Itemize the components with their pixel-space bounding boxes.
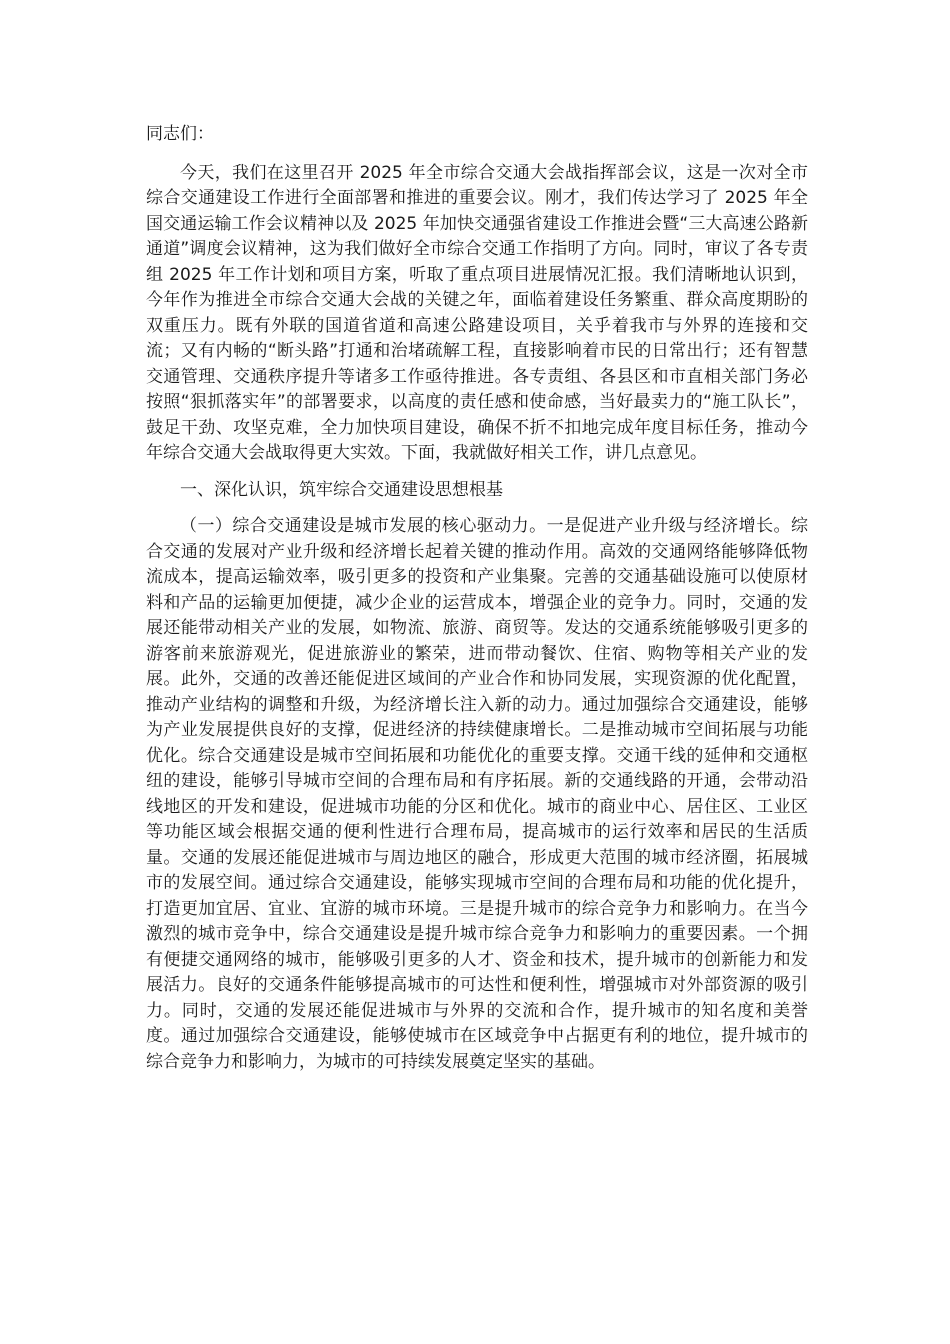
intro-paragraph: 今天，我们在这里召开 2025 年全市综合交通大会战指挥部会议，这是一次对全市综合交通建设工作进行全面部署和推进的重要会议。刚才，我们传达学习了 2025 年全国交通运输工作会议精神以及 2025 年加快交通强省建设工作推进会暨“三大高速公路新通道”调度会议精神，这为我们做好全市综合交通工作指明了方向。同时，审议了各专责组 2025 年工作计划和项目方案，听取了重点项目进展情况汇报。我们清晰地认识到，今年作为推进全市综合交通大会战的关键之年，面临着建设任务繁重、群众高度期盼的双重压力。既有外联的国道省道和高速公路建设项目，关乎着我市与外界的连接和交流；又有内畅的“断头路”打通和治堵疏解工程，直接影响着市民的日常出行；还有智慧交通管理、交通秩序提升等诸多工作亟待推进。各专责组、各县区和市直相关部门务必按照“狠抓落实年”的部署要求，以高度的责任感和使命感，当好最卖力的“施工队长”，鼓足干劲、攻坚克难，全力加快项目建设，确保不折不扣地完成年度目标任务，推动今年综合交通大会战取得更大实效。下面，我就做好相关工作，讲几点意见。 xyxy=(146,162,808,463)
section-1-paragraph: （一）综合交通建设是城市发展的核心驱动力。一是促进产业升级与经济增长。综合交通的发展对产业升级和经济增长起着关键的推动作用。高效的交通网络能够降低物流成本，提高运输效率，吸引更多的投资和产业集聚。完善的交通基础设施可以使原材料和产品的运输更加便捷，减少企业的运营成本，增强企业的竞争力。同时，交通的发展还能带动相关产业的发展，如物流、旅游、商贸等。发达的交通系统能够吸引更多的游客前来旅游观光，促进旅游业的繁荣，进而带动餐饮、住宿、购物等相关产业的发展。此外，交通的改善还能促进区域间的产业合作和协同发展，实现资源的优化配置，推动产业结构的调整和升级，为经济增长注入新的动力。通过加强综合交通建设，能够为产业发展提供良好的支撑，促进经济的持续健康增长。二是推动城市空间拓展与功能优化。综合交通建设是城市空间拓展和功能优化的重要支撑。交通干线的延伸和交通枢纽的建设，能够引导城市空间的合理布局和有序拓展。新的交通线路的开通，会带动沿线地区的开发和建设，促进城市功能的分区和优化。城市的商业中心、居住区、工业区等功能区域会根据交通的便利性进行合理布局，提高城市的运行效率和居民的生活质量。交通的发展还能促进城市与周边地区的融合，形成更大范围的城市经济圈，拓展城市的发展空间。通过综合交通建设，能够实现城市空间的合理布局和功能的优化提升，打造更加宜居、宜业、宜游的城市环境。三是提升城市的综合竞争力和影响力。在当今激烈的城市竞争中，综合交通建设是提升城市综合竞争力和影响力的重要因素。一个拥有便捷交通网络的城市，能够吸引更多的人才、资金和技术，提升城市的创新能力和发展活力。良好的交通条件能够提高城市的可达性和便利性，增强城市对外部资源的吸引力。同时，交通的发展还能促进城市与外界的交流和合作，提升城市的知名度和美誉度。通过加强综合交通建设，能够使城市在区域竞争中占据更有利的地位，提升城市的综合竞争力和影响力，为城市的可持续发展奠定坚实的基础。 xyxy=(146,516,808,1072)
salutation: 同志们： xyxy=(146,124,214,144)
section-1-heading: 一、深化认识，筑牢综合交通建设思想根基 xyxy=(180,479,503,500)
document-body xyxy=(146,122,808,1075)
